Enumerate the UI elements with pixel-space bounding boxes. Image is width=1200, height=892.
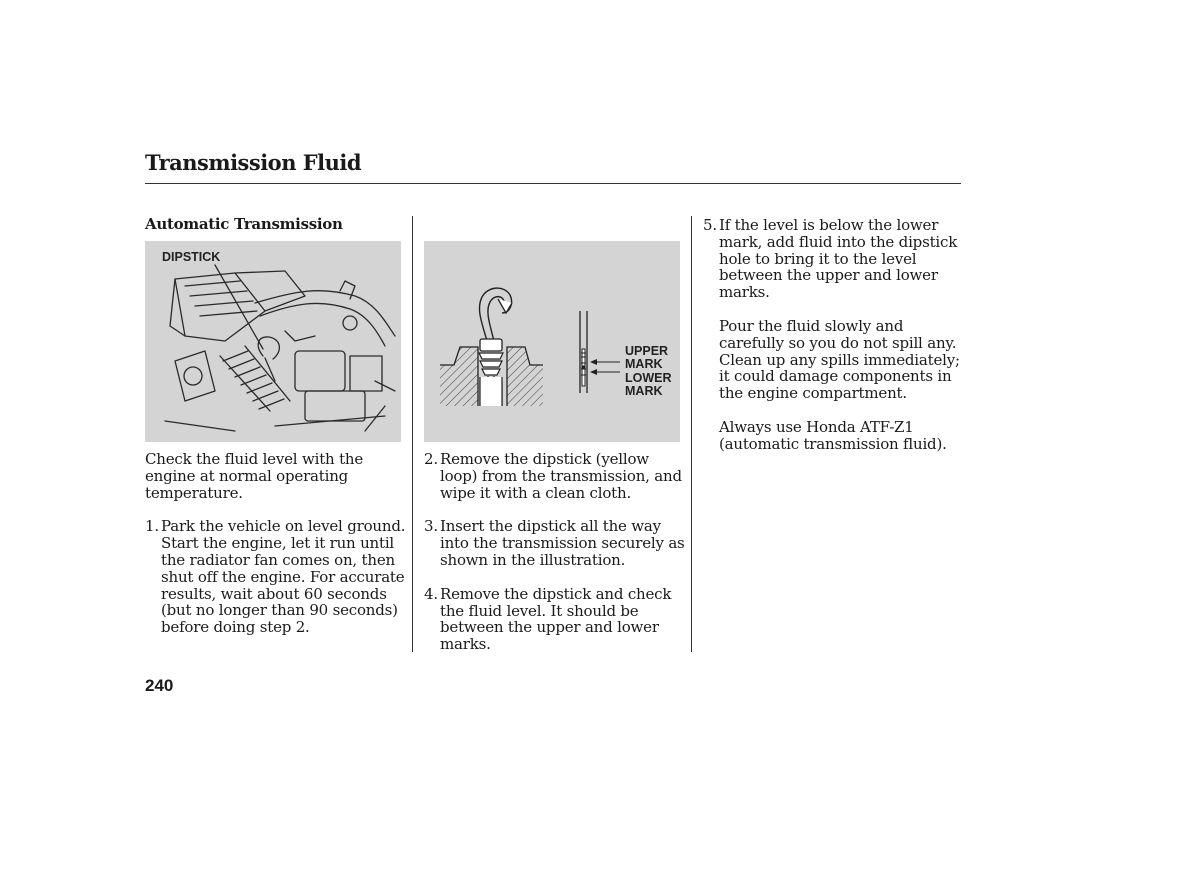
dipstick-diagram [424,241,680,442]
engine-drawing [145,241,401,442]
dipstick-drawing [424,241,680,442]
engine-illustration [145,241,401,442]
step-text: Remove the dipstick and check the fluid level. It should be between the upper and lower marks. [440,584,672,654]
step-number: 4. [424,584,438,603]
section-heading: Automatic Transmission [145,215,343,233]
dipstick-label: DIPSTICK [162,250,221,264]
column-3-text [703,217,961,453]
step-number: 3. [424,517,438,536]
upper-mark-label: UPPER MARK [625,344,669,371]
step-3 [424,518,686,568]
intro-paragraph: Check the fluid level with the engine at normal operating temperature. [145,450,364,502]
step-number: 5. [703,216,717,234]
step-text: Remove the dipstick (yellow loop) from the transmission, and wipe it with a clean cloth. [440,450,682,502]
step-text: Insert the dipstick all the way into the transmission securely as shown in the illustration. [440,517,685,569]
column-1-text [145,451,407,636]
step-text: If the level is below the lower mark, add fluid into the dipstick hole to bring it to the level between the upper and lower marks. [719,216,958,302]
step-number: 1. [145,517,159,536]
step-number: 2. [424,450,438,468]
step-text: Park the vehicle on level ground. Start the engine, let it run until the radiator fan comes on, then shut off the engine. For accurate results, wait about 60 seconds (but no longer than 90 seconds) before doing step 2. [161,517,406,637]
title-rule [145,183,961,184]
lower-mark-label: LOWER MARK [625,371,672,398]
step-2 [424,451,686,501]
column-divider-2 [691,216,692,652]
page-number: 240 [145,676,174,695]
column-divider-1 [412,216,413,652]
page-title: Transmission Fluid [145,150,362,175]
step-4 [424,586,686,653]
step-5 [703,217,961,301]
column-2-text [424,451,686,653]
note-pour-slowly: Pour the fluid slowly and carefully so you do not spill any. Clean up any spills immediately; it could damage components in the engine compartment. [719,316,960,403]
step-1 [145,518,407,636]
note-fluid-type: Always use Honda ATF-Z1 (automatic transmission fluid). [719,417,947,453]
